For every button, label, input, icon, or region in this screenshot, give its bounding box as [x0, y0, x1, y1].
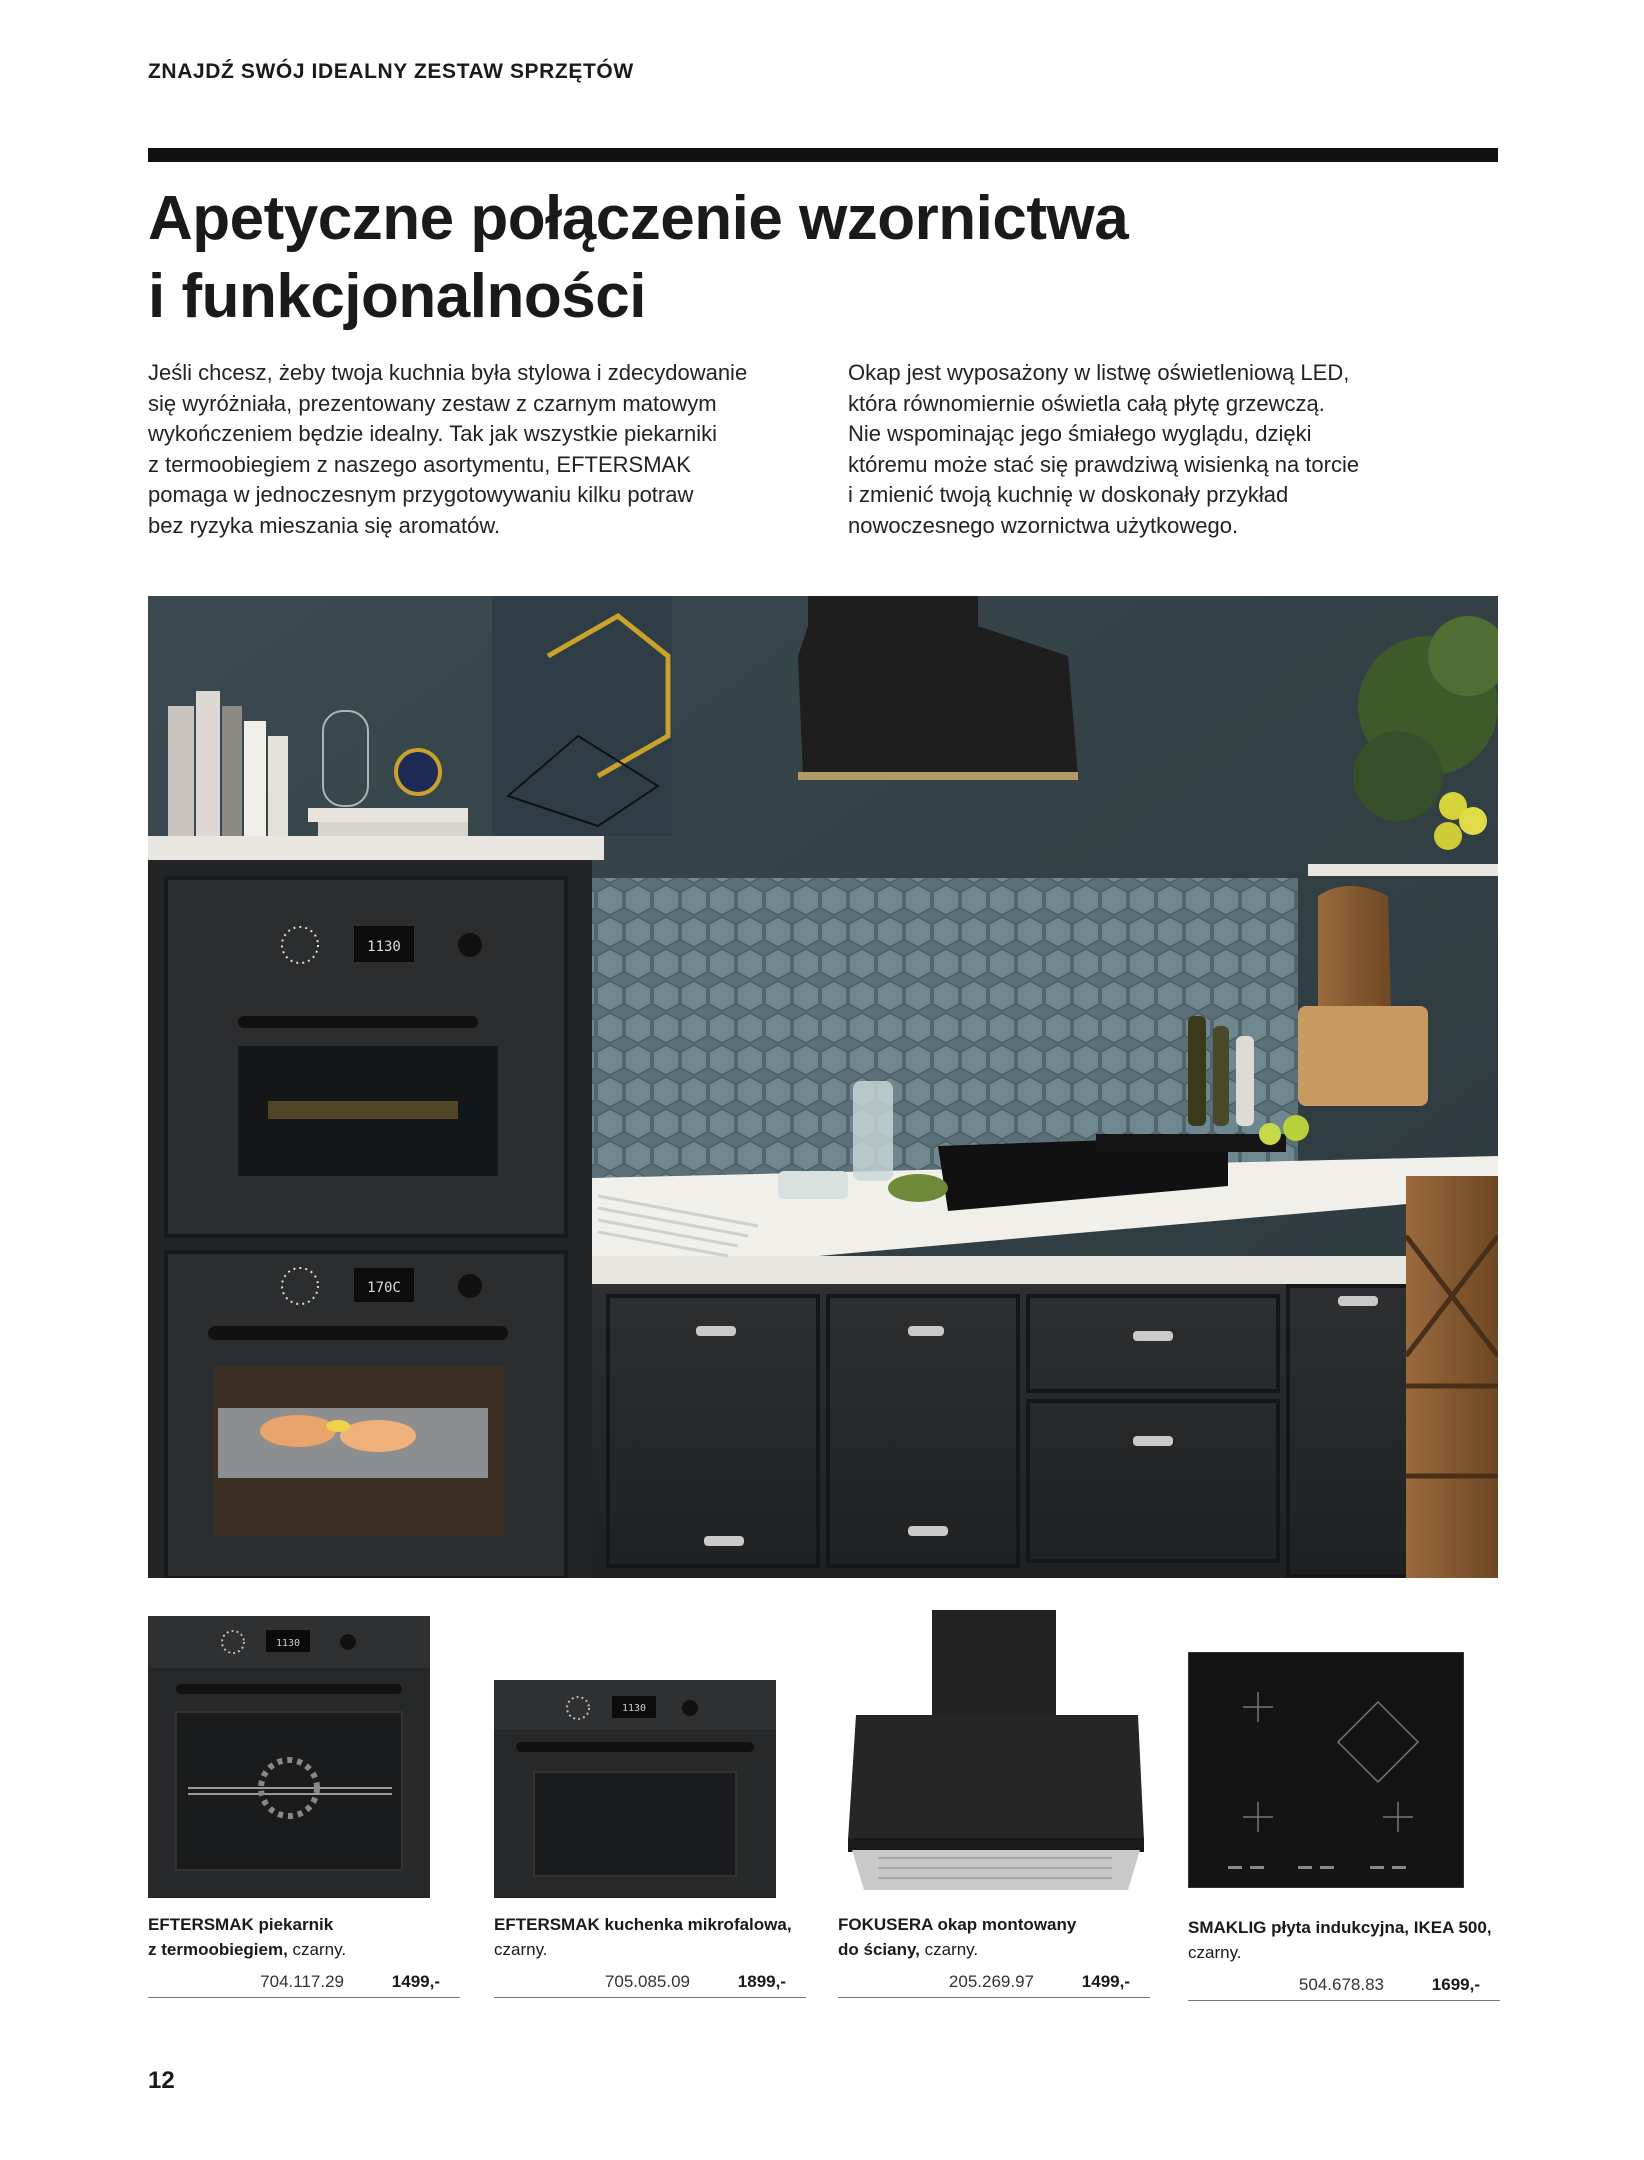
intro-right-line: Nie wspominając jego śmiałego wyglądu, dzięki — [848, 421, 1312, 446]
product-hood-image[interactable] — [838, 1610, 1150, 1902]
price: 1499,- — [1081, 1972, 1130, 1991]
price: 1899,- — [737, 1972, 786, 1991]
title-line-1: Apetyczne połączenie wzornictwa — [148, 184, 1129, 253]
product-microwave-caption — [494, 1912, 806, 1962]
article-number: 504.678.83 — [1298, 1975, 1384, 1994]
intro-right-line: Okap jest wyposażony w listwę oświetleniową LED, — [848, 360, 1350, 385]
intro-text-left — [148, 358, 788, 541]
product-microwave-price-row — [494, 1969, 806, 1998]
header-rule — [148, 148, 1498, 162]
product-hood-price-row — [838, 1969, 1150, 1998]
product-name[interactable]: EFTERSMAK piekarnik — [148, 1915, 334, 1934]
product-hood-caption — [838, 1912, 1150, 1962]
product-name-cont: z termoobiegiem, — [148, 1940, 288, 1959]
product-hob-image[interactable] — [1188, 1652, 1464, 1888]
page-title — [148, 180, 1498, 336]
product-oven-price-row — [148, 1969, 460, 1998]
article-number: 705.085.09 — [604, 1972, 690, 1991]
intro-right-line: i zmienić twoją kuchnię w doskonały przykład — [848, 482, 1289, 507]
product-color: czarny. — [1188, 1943, 1242, 1962]
intro-left-line: się wyróżniała, prezentowany zestaw z czarnym matowym — [148, 390, 717, 416]
product-microwave-image[interactable] — [494, 1680, 776, 1898]
oven-bottom-display: 170C — [367, 1280, 401, 1296]
product-color: czarny. — [287, 1940, 347, 1959]
intro-text-right — [848, 358, 1488, 541]
price: 1699,- — [1431, 1975, 1480, 1994]
product-name-cont: do ściany, — [838, 1940, 920, 1959]
intro-left-line: Jeśli chcesz, żeby twoja kuchnia była stylowa i zdecydowanie — [148, 360, 748, 385]
product-name[interactable]: EFTERSMAK kuchenka mikrofalowa, — [494, 1915, 792, 1934]
intro-left-line: wykończeniem będzie idealny. Tak jak wszystkie piekarniki — [148, 421, 717, 446]
intro-right-line: nowoczesnego wzornictwa użytkowego. — [848, 512, 1239, 538]
product-hob-price-row — [1188, 1972, 1500, 2001]
title-line-2: i funkcjonalności — [148, 262, 646, 331]
article-number: 205.269.97 — [948, 1972, 1034, 1991]
product-hob-caption — [1188, 1915, 1500, 1965]
product-oven-image[interactable] — [148, 1616, 430, 1898]
section-kicker: ZNAJDŹ SWÓJ IDEALNY ZESTAW SPRZĘTÓW — [148, 60, 634, 83]
article-number: 704.117.29 — [260, 1972, 344, 1991]
intro-right-line: któremu może stać się prawdziwą wisienką na torcie — [848, 451, 1360, 477]
oven-top-display: 1130 — [367, 939, 401, 955]
product-color: czarny. — [494, 1940, 548, 1959]
product-oven-caption — [148, 1912, 460, 1962]
price: 1499,- — [391, 1972, 440, 1991]
microwave-display-text: 1130 — [621, 1703, 647, 1714]
page-number: 12 — [148, 2067, 175, 2094]
product-name[interactable]: FOKUSERA okap montowany — [838, 1915, 1077, 1934]
product-name[interactable]: SMAKLIG płyta indukcyjna, IKEA 500, — [1188, 1918, 1492, 1937]
product-color: czarny. — [919, 1940, 979, 1959]
intro-right-line: która równomiernie oświetla całą płytę grzewczą. — [848, 390, 1325, 416]
intro-left-line: z termoobiegiem z naszego asortymentu, EFTERSMAK — [148, 451, 691, 477]
oven-display-text: 1130 — [275, 1638, 301, 1649]
intro-left-line: pomaga w jednoczesnym przygotowywaniu kilku potraw — [148, 482, 694, 507]
intro-left-line: bez ryzyka mieszania się aromatów. — [148, 512, 501, 538]
kitchen-photo — [148, 596, 1498, 1578]
